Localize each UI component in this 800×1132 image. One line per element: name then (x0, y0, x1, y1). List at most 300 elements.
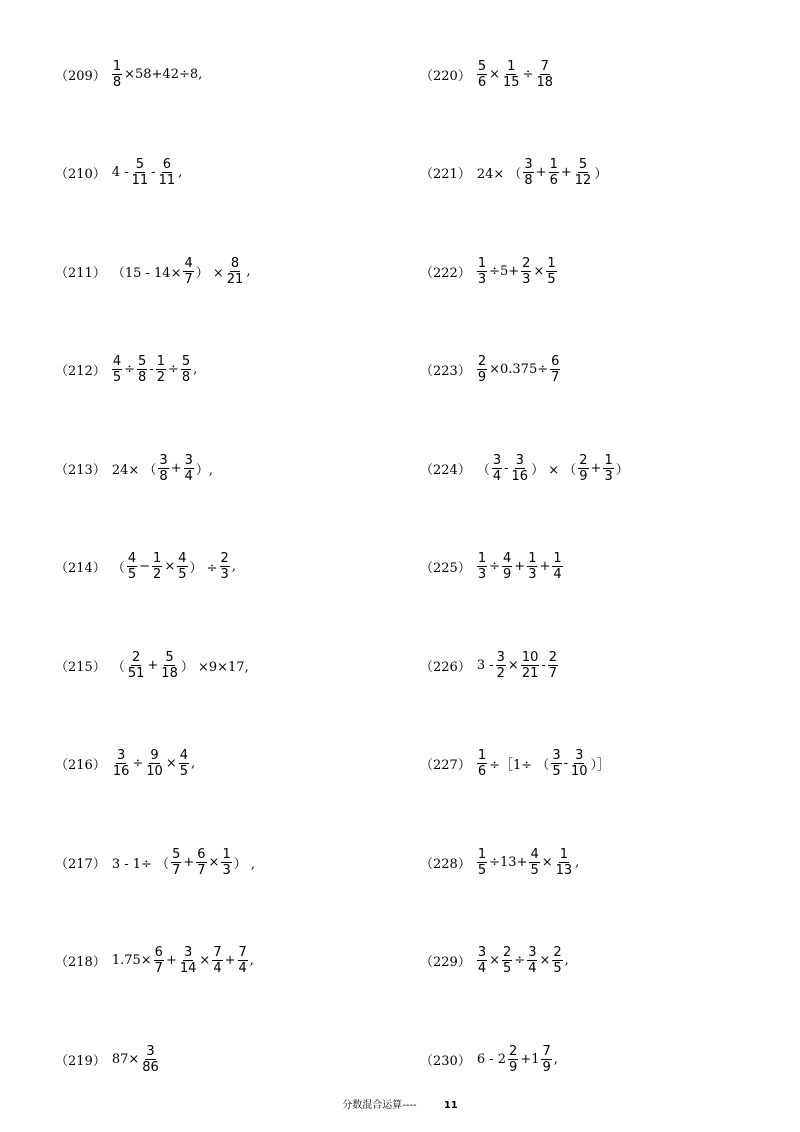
fraction (137, 354, 147, 385)
fraction-numerator: 1 (477, 846, 487, 862)
fraction-numerator: 6 (551, 354, 560, 369)
fraction-numerator: 2 (553, 945, 562, 960)
expression-text: ） × (195, 265, 224, 281)
fraction-numerator: 7 (542, 1043, 551, 1059)
fraction-denominator: 11 (158, 173, 176, 188)
fraction-numerator: 3 (146, 1043, 155, 1059)
fraction (156, 354, 166, 385)
fraction-numerator: 7 (540, 58, 549, 74)
fraction-numerator: 3 (524, 157, 533, 172)
fraction-denominator: 5 (553, 961, 562, 976)
fraction-denominator: 4 (492, 468, 502, 484)
fraction-denominator: 18 (536, 74, 554, 90)
fraction (570, 748, 589, 779)
fraction (546, 256, 556, 287)
fraction-denominator: 4 (553, 567, 562, 582)
fraction-numerator: 6 (162, 157, 171, 172)
expression-text: + (147, 657, 159, 673)
fraction (127, 551, 137, 582)
fraction-denominator: 10 (571, 764, 588, 779)
footer-title: 分数混合运算---- (342, 1100, 417, 1111)
fraction (477, 847, 487, 878)
fraction-denominator: 11 (131, 173, 149, 188)
fraction (502, 59, 521, 90)
fraction-numerator: 4 (184, 255, 193, 271)
fraction-denominator: 21 (521, 665, 539, 681)
expression-text: × (164, 559, 176, 574)
fraction (171, 847, 181, 878)
fraction-denominator: 4 (238, 961, 247, 976)
fraction-denominator: 3 (522, 271, 531, 287)
problem-number: （221） (420, 167, 471, 182)
expression-text: × (507, 657, 519, 673)
expression-text: ×0.375÷ (489, 362, 549, 377)
expression-text: 3 - (476, 657, 494, 673)
fraction-denominator: 9 (579, 468, 588, 484)
problem-item (55, 742, 196, 786)
problem-number: （229） (420, 955, 471, 970)
expression-text: ）］ (590, 758, 611, 773)
fraction-denominator: 2 (156, 370, 165, 385)
fraction (131, 157, 150, 188)
fraction-denominator: 8 (112, 74, 122, 90)
fraction (152, 551, 162, 582)
fraction (212, 945, 222, 976)
fraction-denominator: 8 (159, 468, 168, 484)
fraction (112, 59, 122, 90)
problem-expression (476, 256, 558, 287)
fraction-denominator: 9 (542, 1059, 551, 1075)
fraction (578, 453, 588, 484)
expression-text: ） , (233, 856, 255, 872)
expression-text: × (489, 66, 501, 82)
fraction (179, 945, 198, 976)
expression-text: ） ÷ (189, 561, 218, 576)
fraction-numerator: 2 (131, 649, 141, 665)
fraction-denominator: 5 (547, 271, 556, 287)
problem-number: （212） (55, 364, 106, 379)
expression-text: + (170, 460, 182, 476)
fraction-denominator: 3 (528, 567, 537, 582)
expression-text: 4 - (111, 165, 129, 180)
problem-expression (476, 1044, 559, 1075)
fraction (527, 551, 537, 582)
fraction (477, 59, 487, 90)
fraction (477, 945, 487, 976)
expression-text: ÷［1÷ （ (489, 758, 550, 773)
problem-expression (476, 453, 630, 484)
fraction (160, 650, 179, 681)
fraction-denominator: 86 (142, 1059, 159, 1075)
fraction-numerator: 1 (477, 748, 487, 763)
fraction (158, 157, 177, 188)
fraction-denominator: 9 (477, 370, 487, 385)
problem-item (55, 1037, 161, 1081)
fraction-denominator: 16 (112, 764, 130, 779)
fraction-numerator: 8 (230, 255, 240, 271)
fraction (221, 847, 231, 878)
problem-number: （216） (55, 758, 106, 773)
expression-text: − (139, 559, 151, 574)
problem-item (420, 1037, 559, 1081)
fraction-denominator: 3 (604, 468, 613, 484)
fraction-numerator: 3 (477, 945, 487, 960)
problem-number: （226） (420, 659, 471, 675)
expression-text: ） (594, 167, 608, 182)
fraction-numerator: 1 (153, 551, 162, 566)
expression-text: ÷ (167, 362, 179, 377)
fraction-denominator: 15 (503, 74, 520, 90)
expression-text: + (183, 854, 195, 870)
fraction-denominator: 7 (172, 862, 181, 878)
problem-item (55, 446, 214, 490)
fraction-numerator: 7 (238, 945, 247, 960)
expression-text: × (489, 953, 501, 968)
fraction-denominator: 4 (184, 468, 193, 484)
fraction-numerator: 2 (477, 354, 487, 369)
problem-item (420, 545, 564, 589)
problem-expression (476, 59, 555, 90)
fraction (496, 650, 506, 681)
expression-text: 3 - 1÷ （ (111, 856, 170, 872)
fraction-numerator: 4 (112, 354, 122, 369)
expression-text: 6 - 2 (476, 1051, 507, 1067)
fraction-numerator: 2 (503, 945, 512, 960)
fraction-numerator: 1 (559, 846, 569, 862)
fraction-numerator: 3 (552, 748, 561, 763)
fraction-numerator: 1 (528, 551, 537, 566)
fraction-numerator: 3 (575, 748, 584, 763)
fraction-denominator: 8 (524, 173, 533, 188)
expression-text: 24× （ (476, 167, 522, 182)
fraction-denominator: 5 (179, 764, 189, 779)
problem-number: （228） (420, 856, 471, 872)
fraction (141, 1044, 160, 1075)
fraction (548, 650, 558, 681)
expression-text: , (246, 263, 251, 279)
problem-item (420, 151, 608, 195)
fraction (238, 945, 248, 976)
expression-text: × (541, 854, 553, 870)
problem-item (55, 643, 250, 687)
expression-text: ÷5+ (489, 263, 520, 279)
fraction-numerator: 3 (492, 452, 502, 468)
problem-number: （215） (55, 659, 106, 675)
fraction-denominator: 51 (127, 665, 145, 681)
expression-text: + (560, 165, 572, 180)
problem-expression (476, 650, 559, 681)
problem-item (420, 643, 559, 687)
fraction-numerator: 3 (184, 452, 193, 468)
fraction-numerator: 3 (159, 452, 168, 468)
fraction-numerator: 10 (521, 649, 539, 665)
fraction (574, 157, 593, 188)
fraction-numerator: 4 (127, 551, 137, 566)
fraction (112, 354, 122, 385)
problem-expression (111, 256, 252, 287)
problem-item (55, 151, 183, 195)
fraction-denominator: 7 (197, 862, 206, 878)
expression-text: , (193, 362, 198, 377)
fraction-denominator: 6 (549, 173, 558, 188)
problem-item (420, 249, 558, 293)
problem-number: （210） (55, 167, 106, 182)
expression-text: 1.75× (111, 953, 152, 968)
fraction (555, 847, 574, 878)
problem-number: （220） (420, 68, 471, 84)
fraction-numerator: 3 (528, 945, 537, 960)
fraction (508, 1044, 518, 1075)
fraction (477, 354, 487, 385)
expression-text: （ (476, 462, 490, 478)
fraction (179, 748, 189, 779)
fraction (181, 354, 191, 385)
fraction (158, 453, 168, 484)
problem-expression (111, 748, 196, 779)
fraction-denominator: 2 (153, 567, 162, 582)
expression-text: ÷ (522, 66, 534, 82)
expression-text: ÷ (124, 362, 136, 377)
expression-text: 24× （ (111, 462, 157, 478)
page-footer (0, 1096, 800, 1111)
fraction-denominator: 2 (496, 665, 505, 681)
problem-number: （217） (55, 856, 106, 872)
problem-item (420, 939, 570, 983)
fraction-numerator: 2 (548, 649, 558, 665)
fraction (550, 354, 560, 385)
fraction-denominator: 8 (181, 370, 191, 385)
expression-text: ） ×9×17, (180, 659, 249, 675)
problem-number: （214） (55, 561, 106, 576)
fraction (477, 748, 487, 779)
fraction (552, 945, 562, 976)
fraction-denominator: 6 (477, 74, 487, 90)
fraction-numerator: 3 (496, 649, 505, 665)
expression-text: - (563, 756, 568, 771)
expression-text: ÷ (489, 559, 501, 574)
problem-item (420, 742, 611, 786)
problem-item (55, 939, 255, 983)
fraction-numerator: 4 (530, 846, 539, 862)
fraction-denominator: 8 (138, 370, 147, 385)
fraction-denominator: 14 (179, 961, 197, 976)
fraction-denominator: 5 (178, 567, 187, 582)
expression-text: , (178, 165, 183, 180)
problem-number: （227） (420, 758, 471, 773)
problem-expression (476, 847, 580, 878)
fraction-numerator: 1 (156, 354, 165, 369)
problem-item (55, 52, 203, 96)
problem-expression (476, 354, 562, 385)
problem-expression (476, 157, 609, 188)
fraction (220, 551, 230, 582)
expression-text: ÷13+ (489, 854, 528, 870)
fraction (183, 256, 193, 287)
fraction-denominator: 13 (555, 862, 573, 878)
fraction-denominator: 21 (226, 271, 244, 287)
fraction-numerator: 5 (477, 58, 487, 74)
fraction-numerator: 5 (172, 846, 181, 862)
fraction-denominator: 10 (146, 764, 163, 779)
fraction-denominator: 7 (551, 370, 560, 385)
fraction (551, 748, 561, 779)
fraction-numerator: 5 (135, 157, 145, 172)
problem-number: （211） (55, 265, 106, 281)
problem-item (55, 249, 251, 293)
fraction-numerator: 5 (578, 157, 588, 172)
fraction-denominator: 5 (477, 862, 487, 878)
fraction-denominator: 5 (503, 961, 512, 976)
expression-text: - (149, 362, 154, 377)
problem-number: （230） (420, 1053, 471, 1069)
fraction-denominator: 3 (477, 271, 487, 287)
fraction (529, 847, 539, 878)
page-number: 11 (443, 1100, 458, 1111)
expression-text: ） (615, 462, 629, 478)
expression-text: 87× (111, 1051, 140, 1067)
fraction (521, 256, 531, 287)
fraction (502, 551, 512, 582)
fraction (527, 945, 537, 976)
expression-text: +1 (520, 1051, 540, 1067)
problem-item (420, 52, 555, 96)
fraction-denominator: 9 (503, 567, 512, 582)
fraction-numerator: 3 (116, 748, 126, 763)
problem-number: （222） (420, 265, 471, 281)
expression-text: + (590, 460, 602, 476)
fraction-numerator: 1 (477, 551, 487, 566)
fraction-numerator: 4 (178, 551, 187, 566)
fraction-denominator: 7 (184, 271, 193, 287)
fraction-numerator: 1 (549, 157, 558, 172)
problem-expression (111, 354, 198, 385)
expression-text: - (541, 657, 546, 673)
fraction (112, 748, 131, 779)
problem-expression (476, 551, 564, 582)
fraction-denominator: 7 (548, 665, 558, 681)
fraction-denominator: 7 (154, 961, 163, 976)
problem-expression (111, 59, 203, 90)
problem-expression (111, 650, 250, 681)
fraction (127, 650, 146, 681)
fraction (477, 551, 487, 582)
expression-text: - (504, 460, 509, 476)
expression-text: ×58+42÷8, (124, 66, 203, 82)
fraction-numerator: 5 (165, 649, 174, 665)
expression-text: （15 - 14× (111, 265, 182, 281)
fraction-numerator: 2 (509, 1043, 518, 1059)
problem-number: （209） (55, 68, 106, 84)
fraction (541, 1044, 551, 1075)
expression-text: + (165, 953, 177, 968)
expression-text: ） × （ (531, 462, 577, 478)
expression-text: , (249, 953, 254, 968)
fraction (145, 748, 164, 779)
fraction-numerator: 5 (138, 354, 147, 369)
fraction-numerator: 3 (515, 452, 524, 468)
fraction-numerator: 2 (579, 452, 588, 468)
fraction-numerator: 4 (179, 748, 189, 763)
fraction-denominator: 6 (477, 764, 487, 779)
fraction-numerator: 1 (507, 58, 516, 74)
problem-expression (111, 1044, 161, 1075)
problem-item (55, 840, 256, 884)
fraction-numerator: 1 (477, 255, 487, 271)
expression-text: （ (111, 659, 125, 675)
fraction-denominator: 5 (112, 370, 122, 385)
problem-expression (111, 945, 255, 976)
fraction-denominator: 5 (530, 862, 539, 878)
problem-expression (476, 945, 570, 976)
fraction-denominator: 3 (222, 862, 231, 878)
fraction-numerator: 2 (522, 255, 531, 271)
expression-text: + (514, 559, 526, 574)
problem-item (420, 840, 580, 884)
fraction-denominator: 12 (574, 173, 592, 188)
problem-number: （224） (420, 462, 471, 478)
fraction (184, 453, 194, 484)
fraction-numerator: 4 (503, 551, 512, 566)
expression-text: , (564, 953, 569, 968)
fraction (552, 551, 562, 582)
problem-expression (111, 551, 237, 582)
fraction-denominator: 4 (528, 961, 537, 976)
expression-text: × (165, 756, 177, 771)
problem-item (55, 348, 198, 392)
fraction-numerator: 6 (154, 945, 163, 960)
fraction-numerator: 5 (181, 354, 191, 369)
problem-expression (111, 453, 214, 484)
expression-text: × (199, 953, 211, 968)
fraction (226, 256, 245, 287)
fraction (502, 945, 512, 976)
problem-expression (476, 748, 611, 779)
expression-text: , (575, 854, 580, 870)
fraction (535, 59, 554, 90)
fraction-denominator: 9 (509, 1059, 518, 1075)
fraction-denominator: 16 (511, 468, 529, 484)
fraction (477, 256, 487, 287)
problem-item (420, 348, 561, 392)
fraction-numerator: 2 (220, 551, 229, 566)
expression-text: ÷ (514, 953, 526, 968)
fraction (511, 453, 530, 484)
expression-text: - (151, 165, 156, 180)
fraction-denominator: 4 (477, 961, 487, 976)
fraction-numerator: 6 (197, 846, 206, 862)
expression-text: ÷ (132, 756, 144, 771)
problem-number: （218） (55, 955, 106, 970)
expression-text: , (231, 559, 236, 574)
fraction-denominator: 4 (213, 961, 222, 976)
fraction (603, 453, 613, 484)
problem-number: （213） (55, 462, 106, 478)
fraction-denominator: 5 (127, 567, 137, 582)
fraction-numerator: 3 (183, 945, 193, 960)
problem-number: （223） (420, 364, 471, 379)
problem-expression (111, 157, 183, 188)
fraction-denominator: 3 (220, 567, 229, 582)
expression-text: + (535, 165, 547, 180)
fraction-denominator: 5 (552, 764, 561, 779)
fraction-denominator: 3 (477, 567, 487, 582)
fraction-numerator: 1 (222, 846, 231, 862)
expression-text: ）, (195, 462, 214, 478)
fraction (521, 650, 540, 681)
problem-expression (111, 847, 256, 878)
fraction (196, 847, 206, 878)
expression-text: × (533, 263, 545, 279)
